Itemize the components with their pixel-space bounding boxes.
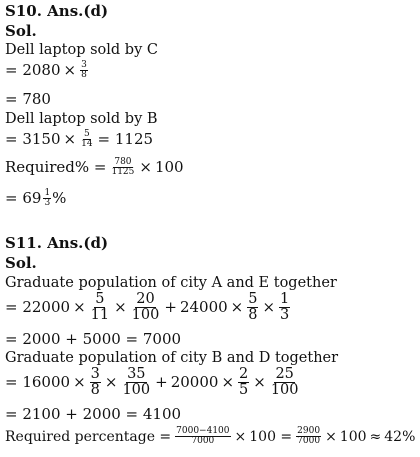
- s11-bd-result: = 2100 + 2000 = 4100: [5, 405, 182, 423]
- fraction-numerator: 2: [239, 366, 249, 382]
- fraction-denominator: 11: [90, 307, 110, 324]
- times-sign: ×: [73, 373, 86, 392]
- fraction-numerator: 3: [90, 366, 100, 382]
- s11-ae-p1: = 22000: [5, 298, 71, 317]
- s11-ae-result: = 2000 + 5000 = 7000: [5, 330, 182, 348]
- s11-required-m2: 100: [339, 428, 367, 445]
- fraction-numerator: 5: [95, 291, 105, 307]
- s11-bd-equation: [5, 367, 301, 398]
- times-sign: ×: [63, 130, 77, 149]
- s10-answer-unit: %: [52, 189, 67, 208]
- fraction: [279, 292, 290, 323]
- s11-sol-label: Sol.: [5, 254, 37, 272]
- plus-sign: +: [164, 298, 177, 317]
- s11-bd-p2: 20000: [170, 373, 219, 392]
- fraction-denominator: 14: [81, 139, 93, 150]
- s11-ae-equation: [5, 292, 291, 323]
- fraction: [121, 367, 151, 398]
- fraction-numerator: 35: [127, 366, 146, 382]
- s10-answer: [5, 189, 66, 209]
- s11-required-equation: [5, 427, 415, 447]
- fraction-denominator: 100: [131, 307, 160, 324]
- fraction: [90, 367, 101, 398]
- fraction-numerator: 780: [114, 157, 132, 167]
- approx-sign: ≈: [369, 428, 382, 445]
- fraction: [296, 427, 321, 447]
- fraction: [175, 427, 230, 447]
- times-sign: ×: [114, 298, 127, 317]
- times-sign: ×: [325, 428, 337, 445]
- s10-required-rhs: 100: [154, 158, 184, 177]
- fraction-denominator: 8: [248, 307, 258, 324]
- fraction-denominator: 8: [90, 382, 100, 399]
- fraction: [270, 367, 300, 398]
- fraction-numerator: 20: [136, 291, 155, 307]
- fraction-denominator: 5: [239, 382, 249, 399]
- s10-c-result: = 780: [5, 90, 51, 108]
- fraction-denominator: 7000: [297, 436, 321, 447]
- s10-required-lhs: Required% =: [5, 158, 107, 177]
- s10-c-equation: [5, 61, 89, 81]
- s10-required-equation: [5, 158, 184, 178]
- fraction-denominator: 1125: [111, 167, 135, 178]
- s11-title: S11. Ans.(d): [5, 234, 109, 252]
- fraction-numerator: 1: [280, 291, 290, 307]
- fraction-denominator: 100: [122, 382, 151, 399]
- fraction-numerator: 3: [81, 60, 87, 70]
- times-sign: ×: [234, 428, 247, 445]
- s10-c-lhs: = 2080: [5, 61, 61, 80]
- fraction: [110, 158, 135, 178]
- s10-b-label: Dell laptop sold by B: [5, 111, 158, 127]
- times-sign: ×: [262, 298, 276, 317]
- times-sign: ×: [230, 298, 244, 317]
- fraction-denominator: 100: [270, 382, 299, 399]
- s11-ae-label: Graduate population of city A and E together: [5, 275, 337, 291]
- times-sign: ×: [104, 373, 118, 392]
- s10-b-rhs: = 1125: [97, 130, 154, 149]
- fraction-numerator: 2900: [297, 426, 321, 436]
- s11-ae-p2: 24000: [179, 298, 228, 317]
- s10-b-lhs: = 3150: [5, 130, 61, 149]
- fraction-numerator: 1: [44, 188, 51, 198]
- times-sign: ×: [63, 61, 77, 80]
- s11-bd-label: Graduate population of city B and D together: [5, 350, 339, 366]
- times-sign: ×: [221, 373, 235, 392]
- fraction: [43, 189, 51, 209]
- fraction: [80, 130, 93, 150]
- fraction: [131, 292, 161, 323]
- s10-answer-whole: = 69: [5, 189, 42, 208]
- s10-b-equation: [5, 130, 156, 150]
- fraction-denominator: 8: [81, 70, 87, 81]
- fraction-numerator: 7000−4100: [176, 426, 230, 436]
- fraction-numerator: 5: [83, 129, 90, 139]
- times-sign: ×: [139, 158, 152, 177]
- fraction-denominator: 3: [280, 307, 290, 324]
- s10-sol-label: Sol.: [5, 22, 37, 40]
- s10-c-label: Dell laptop sold by C: [5, 42, 158, 58]
- s10-title: S10. Ans.(d): [5, 2, 109, 20]
- fraction: [247, 292, 258, 323]
- fraction: [90, 292, 110, 323]
- fraction: [238, 367, 249, 398]
- s11-required-lhs: Required percentage =: [5, 428, 172, 445]
- plus-sign: +: [155, 373, 168, 392]
- times-sign: ×: [73, 298, 86, 317]
- fraction-numerator: 5: [248, 291, 258, 307]
- s11-required-mid: 100 =: [249, 428, 293, 445]
- s11-required-rhs: 42%: [384, 428, 416, 445]
- fraction: [80, 61, 88, 81]
- fraction-numerator: 25: [275, 366, 294, 382]
- fraction-denominator: 3: [44, 198, 51, 209]
- times-sign: ×: [253, 373, 266, 392]
- s11-bd-p1: = 16000: [5, 373, 71, 392]
- fraction-denominator: 7000: [191, 436, 215, 447]
